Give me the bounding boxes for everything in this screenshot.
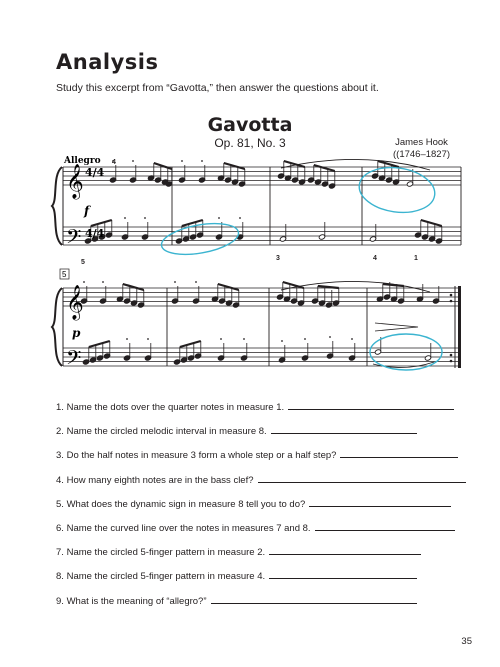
beam: [224, 163, 245, 169]
question-number: 6.: [56, 522, 64, 534]
slur: [281, 159, 430, 170]
dynamic-piano: p: [72, 326, 81, 340]
staccato-dot: [132, 160, 134, 162]
question-number: 2.: [56, 426, 64, 438]
question-number: 3.: [56, 450, 64, 462]
staccato-dot: [304, 338, 306, 340]
question-number: 4.: [56, 474, 64, 486]
staccato-dot: [124, 217, 126, 219]
answer-blank[interactable]: [269, 545, 421, 555]
time-signature-bass-1: 4/4: [85, 227, 105, 240]
question-item: [56, 400, 456, 424]
treble-clef-2: 𝄞: [66, 285, 84, 320]
system-1-brace: [52, 167, 62, 245]
measure-number: 5: [62, 270, 67, 279]
decrescendo-hairpin: [375, 323, 418, 331]
question-text: Name the circled melodic interval in measure 8.: [66, 426, 267, 438]
beam: [421, 220, 442, 226]
staccato-dot: [220, 338, 222, 340]
highlight-circle-measure-2: [159, 218, 241, 259]
bass-clef-1: 𝄢: [66, 225, 82, 253]
repeat-dot: [450, 360, 453, 363]
staccato-dot: [201, 160, 203, 162]
composer-dates: ((1746–1827): [393, 149, 451, 160]
staccato-dot: [147, 338, 149, 340]
system-2-brace: [52, 288, 62, 366]
repeat-dot: [450, 354, 453, 357]
piece-opus: Op. 81, No. 3: [214, 136, 286, 150]
staccato-dot: [174, 281, 176, 283]
question-number: 1.: [56, 402, 64, 413]
barlines: [63, 167, 461, 366]
time-signature-treble-1: 4/4: [85, 166, 105, 179]
page-heading: Analysis: [56, 50, 159, 74]
answer-blank[interactable]: [258, 473, 466, 483]
fingering: 4: [373, 255, 377, 262]
question-item: [56, 473, 456, 497]
staccato-dot: [281, 340, 283, 342]
answer-blank[interactable]: [271, 424, 417, 434]
answer-blank[interactable]: [269, 569, 417, 579]
treble-clef-1: 𝄞: [66, 164, 84, 199]
staff-lines: [63, 167, 461, 366]
beam: [154, 163, 172, 169]
instruction-text: Study this excerpt from “Gavotta,” then answer the questions about it.: [56, 82, 379, 94]
repeat-dot: [450, 294, 453, 297]
beam: [314, 165, 335, 171]
staccato-dot: [243, 338, 245, 340]
beam: [89, 341, 110, 347]
question-item: [56, 424, 456, 448]
beam: [123, 284, 144, 290]
beam: [218, 284, 239, 290]
page-number: 35: [461, 636, 472, 647]
question-text: Name the circled 5-finger pattern in measure 4.: [66, 571, 266, 583]
question-item: [56, 521, 456, 545]
question-text: Name the circled 5-finger pattern in measure 2.: [66, 547, 266, 559]
staccato-dot: [329, 336, 331, 338]
question-text: Name the dots over the quarter notes in measure 1.: [66, 402, 285, 413]
beam: [91, 220, 112, 226]
piece-title: Gavotta: [207, 114, 293, 136]
highlight-circle-measure-4: [356, 163, 437, 217]
question-item: [56, 594, 456, 618]
question-list: [56, 400, 456, 618]
question-text: Name the curved line over the notes in measures 7 and 8.: [66, 522, 311, 534]
tempo-marking: Allegro: [64, 156, 101, 166]
question-item: [56, 569, 456, 593]
question-item: [56, 545, 456, 569]
question-text: Do the half notes in measure 3 form a whole step or a half step?: [66, 450, 337, 462]
staccato-dot: [351, 338, 353, 340]
question-number: 5.: [56, 498, 64, 510]
staccato-dot: [102, 281, 104, 283]
dynamic-forte: f: [84, 204, 90, 218]
fingering: 3: [276, 255, 280, 262]
question-item: [56, 448, 456, 472]
staccato-dot: [218, 217, 220, 219]
staccato-dot: [126, 338, 128, 340]
notes: [80, 160, 442, 365]
staccato-dot: [195, 281, 197, 283]
composer-name: James Hook: [395, 137, 448, 148]
staccato-dot: [83, 281, 85, 283]
bass-clef-2: 𝄢: [66, 346, 82, 374]
question-text: What does the dynamic sign in measure 8 tell you to do?: [66, 498, 306, 510]
fingering: 1: [414, 255, 418, 262]
answer-blank[interactable]: [288, 400, 454, 410]
repeat-dot: [450, 300, 453, 303]
question-text: How many eighth notes are in the bass clef?: [66, 474, 254, 486]
question-item: [56, 497, 456, 521]
fingering: 5: [81, 259, 85, 266]
answer-blank[interactable]: [309, 497, 451, 507]
answer-blank[interactable]: [315, 521, 455, 531]
answer-blank[interactable]: [340, 448, 458, 458]
staccato-dot: [181, 160, 183, 162]
fingering: 4: [112, 159, 116, 166]
answer-blank[interactable]: [211, 594, 417, 604]
staccato-dot: [239, 217, 241, 219]
question-number: 7.: [56, 547, 64, 559]
beam: [180, 341, 201, 347]
final-barline-thick: [458, 286, 461, 368]
question-number: 9.: [56, 595, 64, 607]
staccato-dot: [144, 217, 146, 219]
question-number: 8.: [56, 571, 64, 583]
question-text: What is the meaning of “allegro?”: [66, 595, 207, 607]
